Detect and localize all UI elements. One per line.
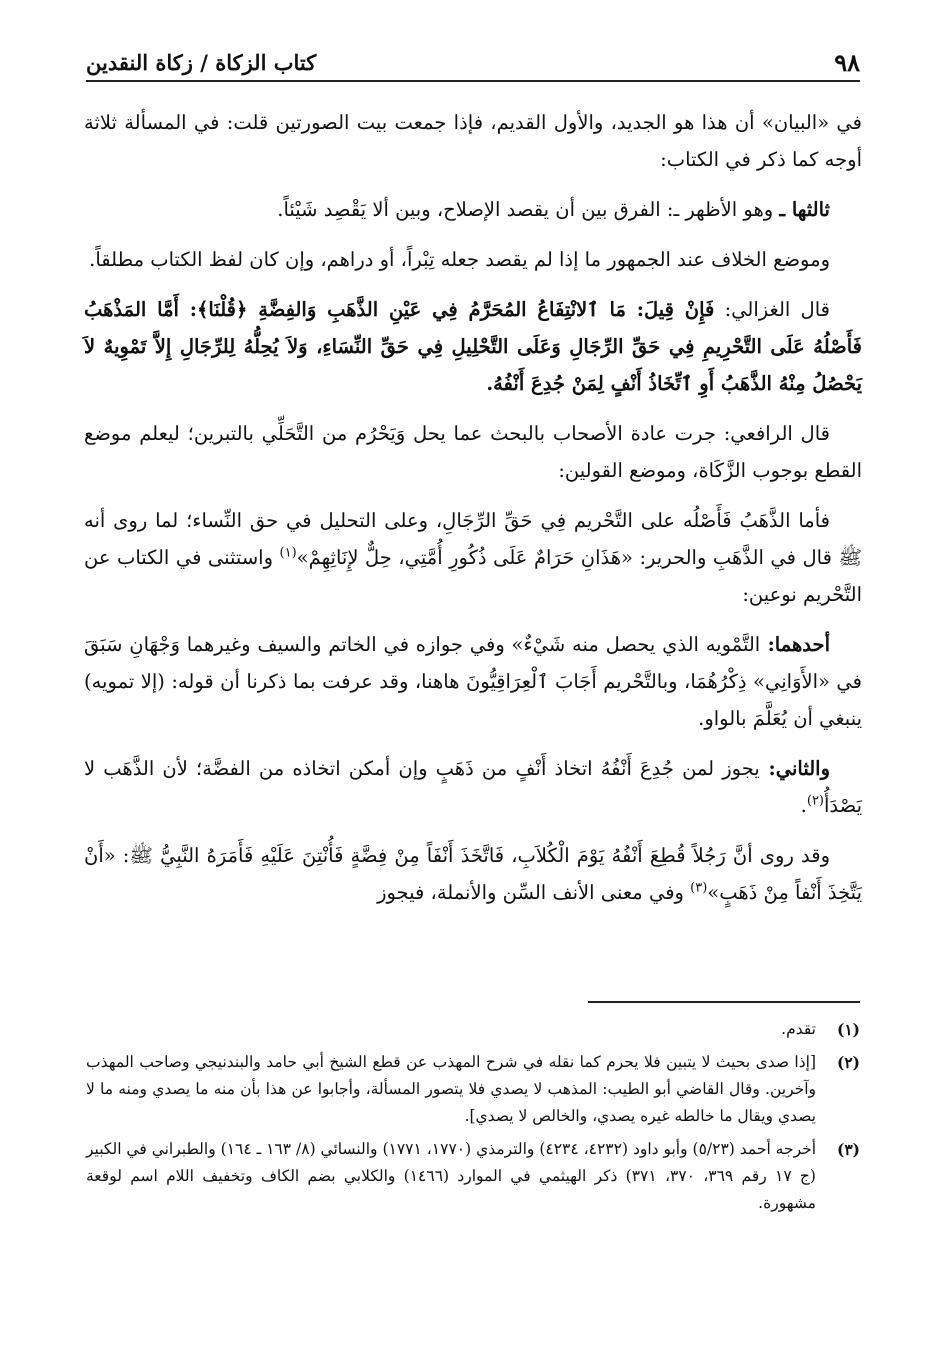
paragraph-6-text-b: واستثنى في الكتاب عن التَّحْريم نوعين: xyxy=(84,546,862,606)
footnote-3 xyxy=(86,1136,860,1217)
page-number: ٩٨ xyxy=(834,47,860,77)
paragraph-9-text-b: وفي معنى الأنف السِّن والأنملة، فيجوز xyxy=(377,881,691,904)
paragraph-7-text: التَّمْويه الذي يحصل منه شَيْءٌ» وفي جوازه في الخاتم والسيف وغيرهما وَجْهَانِ سَبَقَ في «الأَوَانِي» ذِكْرُهُمَا، وبالتَّحْريم أَجَابَ ٱلْعِرَاقِيُّونَ هاهنا، وقد عرفت بما ذكرنا أن قوله: (إلا تمويه) ينبغي أن يُعَلَّمَ بالواو. xyxy=(84,633,862,730)
footnote-number: (٢) xyxy=(836,1053,860,1072)
paragraph-2-text: وهو الأظهر ـ: الفرق بين أن يقصد الإصلاح، وبين ألا يَقْصِد شَيْئاً. xyxy=(277,198,780,221)
footnote-text: [إذا صدى بحيث لا يتبين فلا يحرم كما نقله في شرح المهذب عن قطع الشيخ أبي حامد والبندنيجي وصاحب المهذب وآخرين. وقال القاضي أبو الطيب: المذهب لا يصدي فلا يتصور المسألة، وأجابوا عن هذا بأن منه ما يصدي ومنه ما لا يصدي ويقال ما خالطه غيره يصدي، والخالص لا يصدي]. xyxy=(86,1053,816,1125)
footnote-ref-3[interactable]: (٣) xyxy=(690,880,708,896)
paragraph-4-lead: قال الغزالي: xyxy=(714,298,830,321)
paragraph-8 xyxy=(84,750,862,824)
paragraph-9 xyxy=(84,837,862,911)
footnote-text: أخرجه أحمد (٥/٢٣) وأبو داود (٤٢٣٢، ٤٢٣٤) والترمذي (١٧٧٠، ١٧٧١) والنسائي (٨/ ١٦٣ ـ ١٦٤) والطبراني في الكبير (ج ١٧ رقم ٣٦٩، ٣٧٠، ٣٧١) ذكر الهيثمي في الموارد (١٤٦٦) والكلابي بضم الكاف وتخفيف اللام اسم لوقعة مشهورة. xyxy=(86,1140,817,1212)
running-head: كتاب الزكاة / زكاة النقدين xyxy=(86,49,317,75)
paragraph-3-text: وموضع الخلاف عند الجمهور ما إذا لم يقصد جعله تِبْراً، أو دراهم، وإن كان لفظ الكتاب مطلقاً. xyxy=(89,248,830,271)
paragraph-5 xyxy=(84,415,862,489)
paragraph-2-lead: ثالثها ـ xyxy=(779,198,830,221)
footnote-number: (٣) xyxy=(836,1140,860,1159)
paragraph-3 xyxy=(84,241,862,278)
main-text xyxy=(84,104,862,924)
paragraph-7 xyxy=(84,626,862,737)
paragraph-1 xyxy=(84,104,862,178)
paragraph-1-text: في «البيان» أن هذا هو الجديد، والأول القديم، فإذا جمعت بيت الصورتين قلت: في المسألة ثلاثة أوجه كما ذكر في الكتاب: xyxy=(84,111,862,171)
page-header xyxy=(86,44,860,82)
footnote-text: تقدم. xyxy=(781,1020,816,1038)
paragraph-9-text-a: وقد روى أنَّ رَجُلاً قُطِعَ أَنْفُهُ يَوْمَ الْكُلاَبِ، فَاتَّخَذَ أَنْفَاً مِنْ فِضَّةٍ فَأُنْتِنَ عَلَيْهِ فَأَمَرَهُ النَّبِيُّ ﷺ: «أَنْ يَتَّخِذَ أَنْفاً مِنْ ذَهَبٍ» xyxy=(84,844,862,904)
paragraph-2 xyxy=(84,191,862,228)
paragraph-4 xyxy=(84,291,862,402)
paragraph-8-end: . xyxy=(800,794,807,817)
paragraph-6 xyxy=(84,502,862,613)
footnote-number: (١) xyxy=(836,1020,860,1039)
footnote-ref-2[interactable]: (٢) xyxy=(806,793,824,809)
footnote-1 xyxy=(86,1016,860,1043)
footnote-separator xyxy=(588,1001,860,1003)
paragraph-8-text: يجوز لمن جُدِعَ أَنْفُهُ اتخاذ أَنْفٍ من ذَهَبٍ وإن أمكن اتخاذه من الفضَّة؛ لأن الذَّهَب لا يَصْدَأُ xyxy=(84,757,862,817)
footnotes xyxy=(86,1016,860,1223)
paragraph-7-lead: أحدهما: xyxy=(760,633,831,656)
paragraph-6-text-a: فأما الذَّهَبُ فَأَصْلُه على التَّحْريم فِي حَقِّ الرِّجَالِ، وعلى التحليل في حق النِّساء؛ لما روى أنه ﷺ قال في الذَّهَبِ والحرير: «هَذَانِ حَرَامٌ عَلَى ذُكُورِ أُمَّتِي، حِلٌّ لإِنَاثِهِمْ» xyxy=(84,509,863,569)
paragraph-5-text: قال الرافعي: جرت عادة الأصحاب بالبحث عما يحل وَيَحْرُم من التَّحَلِّي بالتبرين؛ ليعلم موضع القطع بوجوب الزَّكَاة، وموضع القولين: xyxy=(84,422,862,482)
footnote-ref-1[interactable]: (١) xyxy=(279,545,297,561)
footnote-2 xyxy=(86,1049,860,1130)
ghazali-quote: فَإِنْ قِيلَ: مَا ٱلانْتِفَاعُ المُحَرَّمُ فِي عَيْنِ الذَّهَبِ وَالفِضَّةِ ﴿قُلْنَا﴾: أَمَّا المَذْهَبُ فَأَصْلُهُ عَلَى التَّحْرِيمِ فِي حَقِّ الرِّجَالِ وَعَلَى التَّحْلِيلِ فِي حَقِّ النِّسَاءِ، وَلاَ يُحِلُّهُ لِلرِّجَالِ إِلاَّ تَمْوِيهٌ لاَ يَحْصُلُ مِنْهُ الذَّهَبُ أَوِ ٱتِّخَاذُ أَنْفٍ لِمَنْ جُدِعَ أَنْفُهُ. xyxy=(84,298,862,395)
paragraph-8-lead: والثاني: xyxy=(759,757,830,780)
